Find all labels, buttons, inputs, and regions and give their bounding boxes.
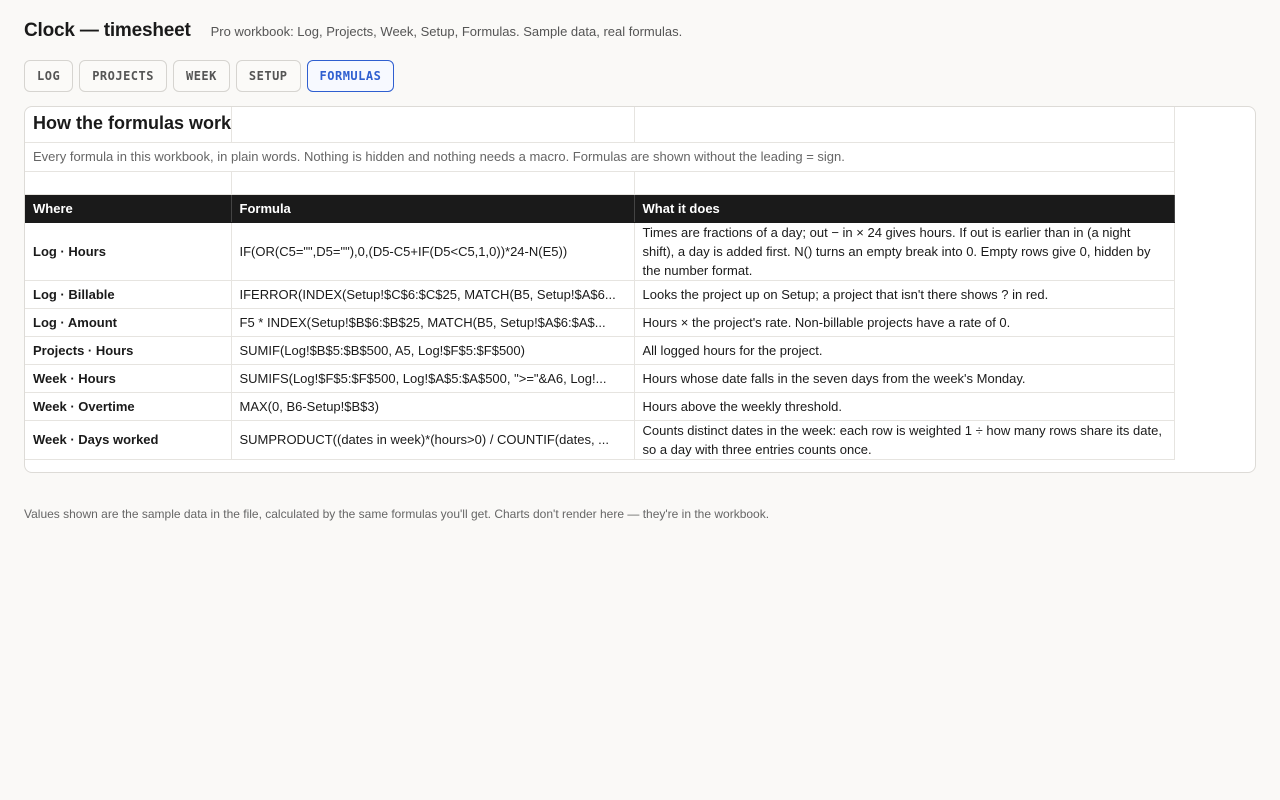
table-row <box>25 222 1174 280</box>
formula-cell[interactable]: IFERROR(INDEX(Setup!$C$6:$C$25, MATCH(B5, Setup!$A$6... <box>231 280 634 308</box>
header <box>24 20 682 42</box>
where-cell[interactable]: Week · Days worked <box>25 420 231 459</box>
table-row <box>25 280 1174 308</box>
table-row <box>25 392 1174 420</box>
empty-cell[interactable] <box>231 107 634 142</box>
sheet-tabs <box>24 60 394 92</box>
table-row <box>25 420 1174 459</box>
formula-cell[interactable]: IF(OR(C5="",D5=""),0,(D5-C5+IF(D5<C5,1,0))*24-N(E5)) <box>231 222 634 280</box>
tab-setup[interactable]: SETUP <box>236 60 301 92</box>
what-cell[interactable]: Hours whose date falls in the seven days from the week's Monday. <box>634 364 1174 392</box>
header-row <box>25 194 1174 222</box>
tab-log[interactable]: LOG <box>24 60 73 92</box>
empty-cell[interactable] <box>634 107 1174 142</box>
app-subtitle: Pro workbook: Log, Projects, Week, Setup, Formulas. Sample data, real formulas. <box>210 24 683 39</box>
empty-cell[interactable] <box>25 171 231 194</box>
column-header-where[interactable]: Where <box>25 194 231 222</box>
what-cell[interactable]: All logged hours for the project. <box>634 336 1174 364</box>
sheet-title: How the formulas work <box>33 113 232 134</box>
table-row <box>25 364 1174 392</box>
column-header-formula[interactable]: Formula <box>231 194 634 222</box>
sheet-description: Every formula in this workbook, in plain words. Nothing is hidden and nothing needs a macro. Formulas are shown without the leading = sign. <box>33 149 845 164</box>
sheet-description-cell[interactable] <box>25 142 1174 171</box>
empty-cell[interactable] <box>231 171 634 194</box>
footnote: Values shown are the sample data in the file, calculated by the same formulas you'll get. Charts don't render here — they're in the workbook. <box>24 507 770 521</box>
tab-week[interactable]: WEEK <box>173 60 230 92</box>
where-cell[interactable]: Log · Hours <box>25 222 231 280</box>
formula-cell[interactable]: SUMPRODUCT((dates in week)*(hours>0) / COUNTIF(dates, ... <box>231 420 634 459</box>
formula-cell[interactable]: F5 * INDEX(Setup!$B$6:$B$25, MATCH(B5, Setup!$A$6:$A$... <box>231 308 634 336</box>
empty-cell[interactable] <box>634 171 1174 194</box>
what-cell[interactable]: Hours × the project's rate. Non-billable projects have a rate of 0. <box>634 308 1174 336</box>
what-cell[interactable]: Counts distinct dates in the week: each row is weighted 1 ÷ how many rows share its date, so a day with three entries counts once. <box>634 420 1174 459</box>
what-cell[interactable]: Times are fractions of a day; out − in × 24 gives hours. If out is earlier than in (a night shift), a day is added first. N() turns an empty break into 0. Empty rows give 0, hidden by the number format. <box>634 222 1174 280</box>
formulas-sheet <box>24 106 1256 473</box>
sheet-title-cell[interactable] <box>25 107 231 142</box>
formulas-grid <box>25 107 1175 460</box>
where-cell[interactable]: Log · Amount <box>25 308 231 336</box>
formula-cell[interactable]: SUMIFS(Log!$F$5:$F$500, Log!$A$5:$A$500, ">="&A6, Log!... <box>231 364 634 392</box>
what-cell[interactable]: Hours above the weekly threshold. <box>634 392 1174 420</box>
table-row <box>25 308 1174 336</box>
tab-formulas[interactable]: FORMULAS <box>307 60 395 92</box>
table-row <box>25 336 1174 364</box>
where-cell[interactable]: Week · Overtime <box>25 392 231 420</box>
where-cell[interactable]: Log · Billable <box>25 280 231 308</box>
where-cell[interactable]: Week · Hours <box>25 364 231 392</box>
what-cell[interactable]: Looks the project up on Setup; a project that isn't there shows ? in red. <box>634 280 1174 308</box>
formula-cell[interactable]: MAX(0, B6-Setup!$B$3) <box>231 392 634 420</box>
tab-projects[interactable]: PROJECTS <box>79 60 167 92</box>
column-header-what[interactable]: What it does <box>634 194 1174 222</box>
where-cell[interactable]: Projects · Hours <box>25 336 231 364</box>
app-title: Clock — timesheet <box>24 20 191 41</box>
formula-cell[interactable]: SUMIF(Log!$B$5:$B$500, A5, Log!$F$5:$F$500) <box>231 336 634 364</box>
